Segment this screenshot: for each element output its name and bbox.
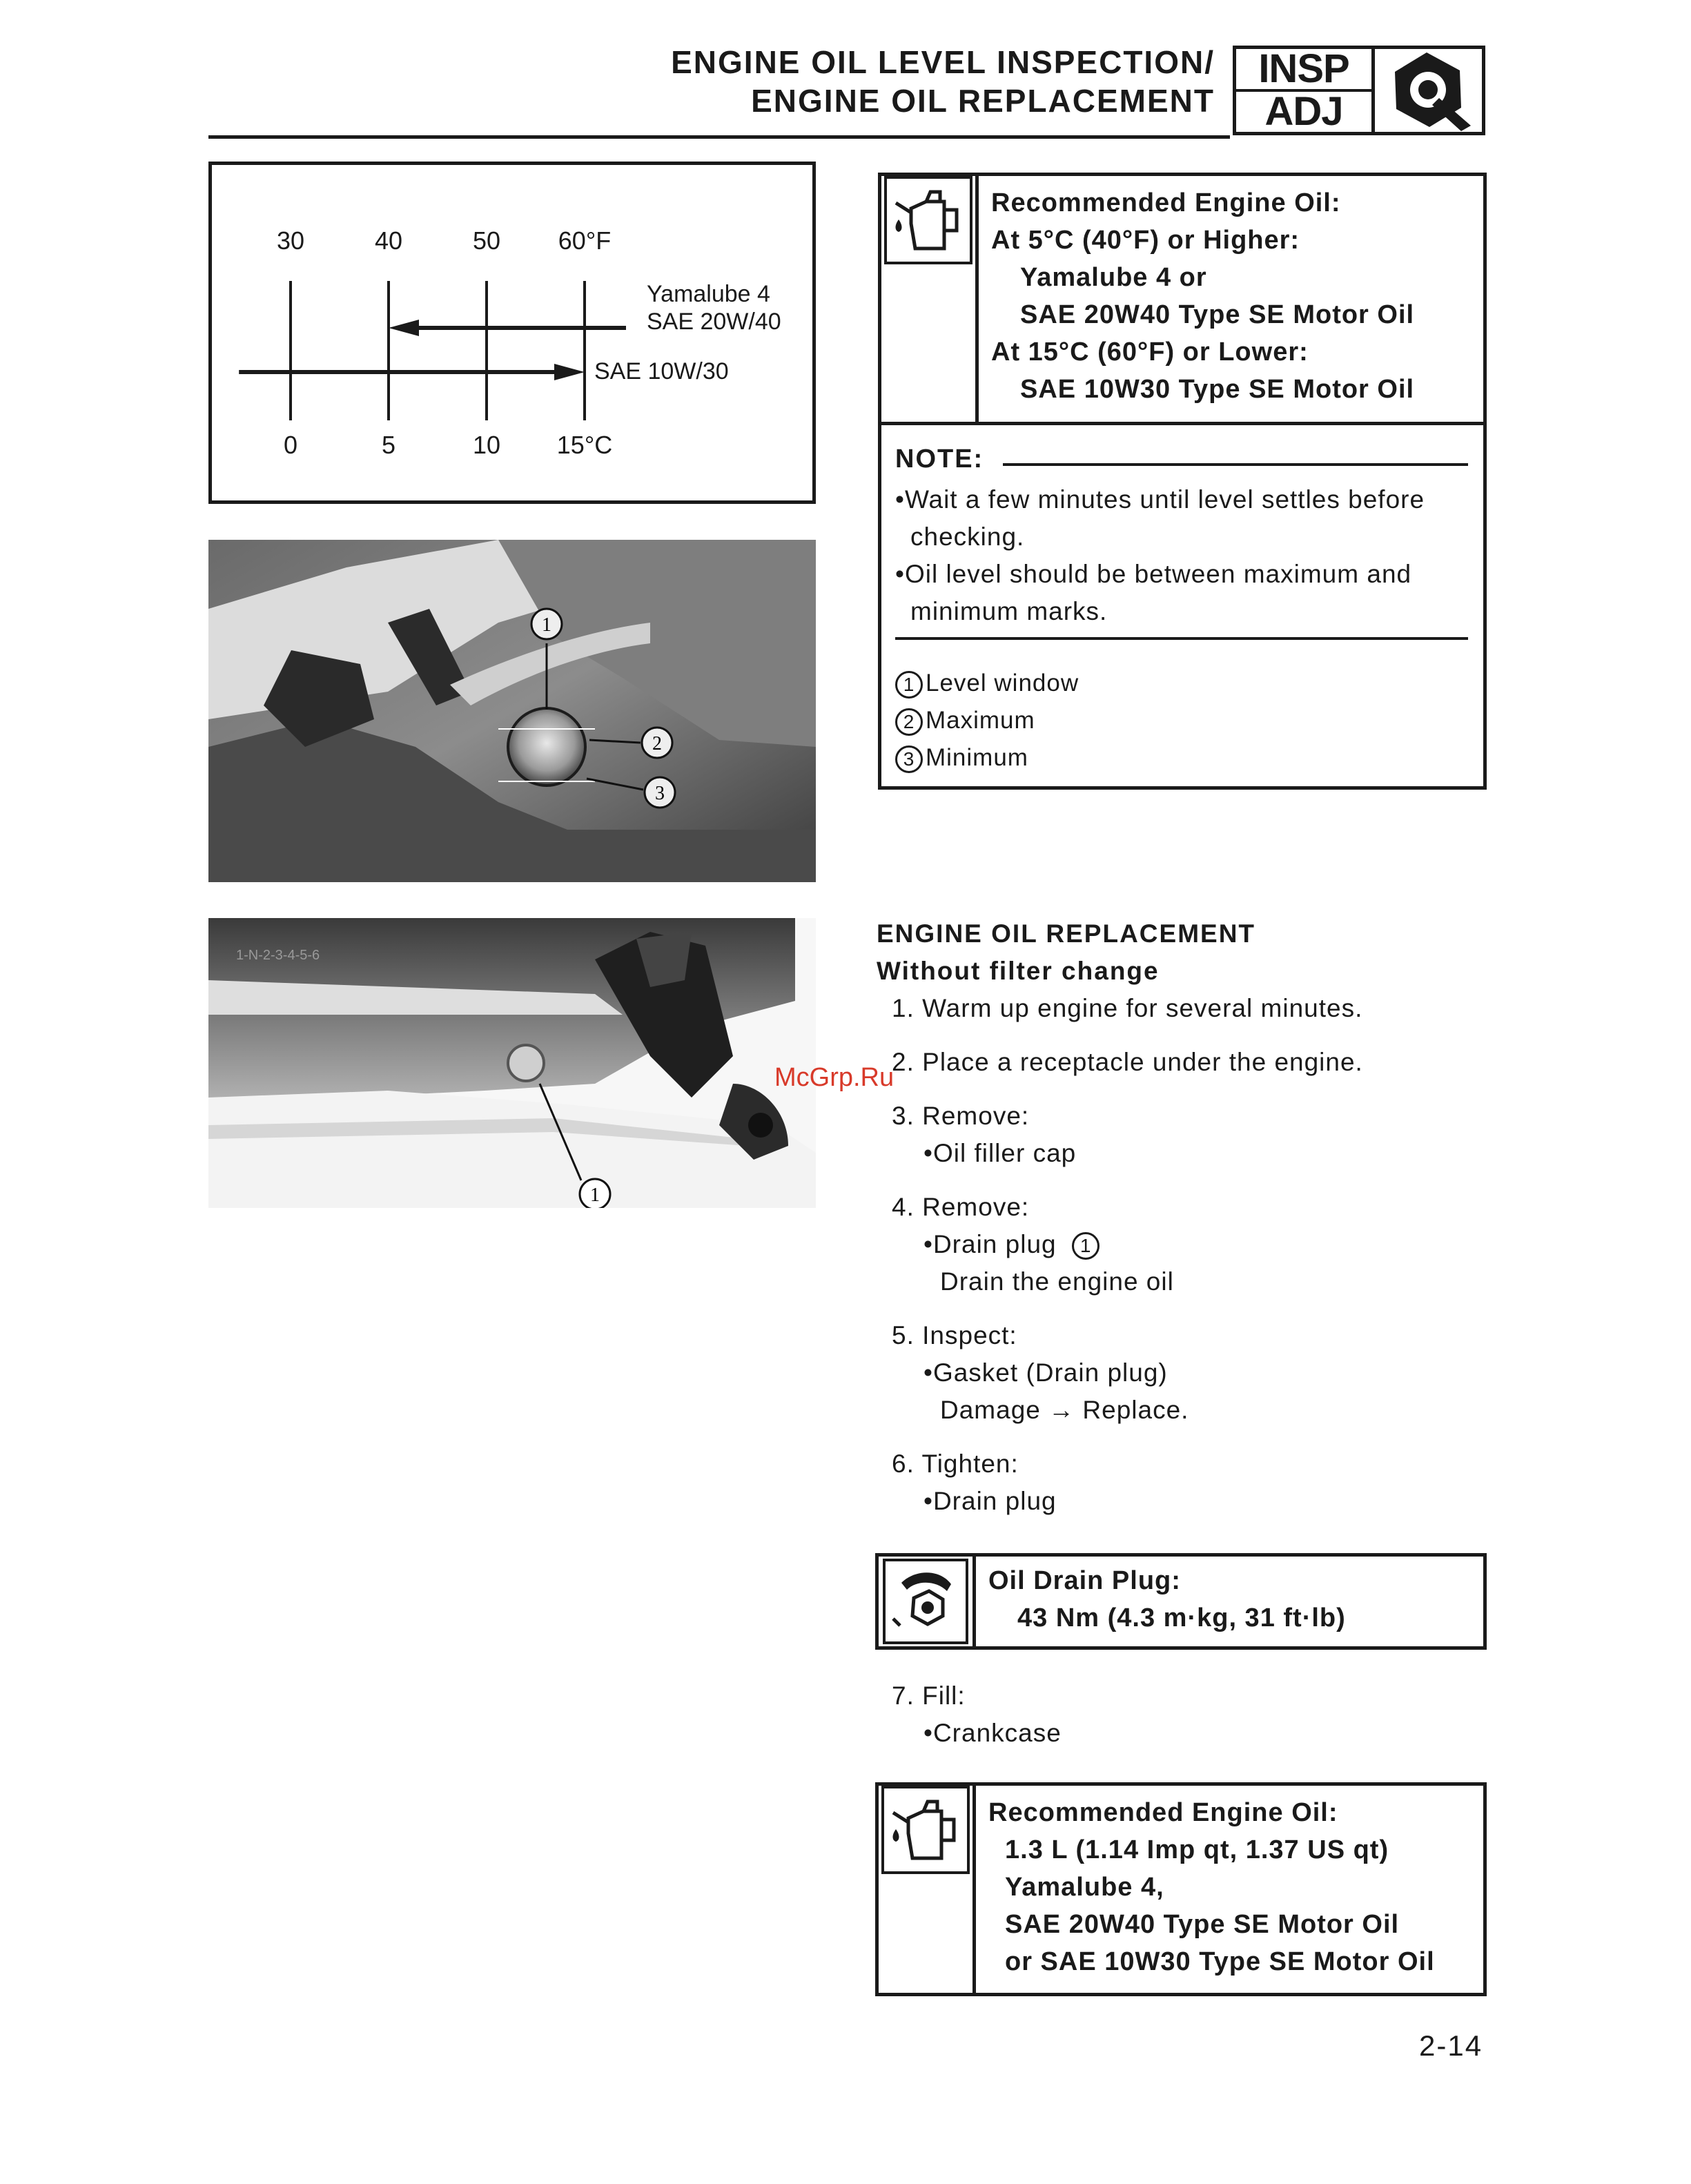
chart-tick-celsius: 5 bbox=[381, 431, 396, 459]
header-rule bbox=[208, 135, 1230, 139]
oil-spec-1-line5: SAE 10W30 Type SE Motor Oil bbox=[1020, 375, 1415, 404]
oil-spec-note-box bbox=[878, 173, 1487, 790]
fill-step bbox=[877, 1677, 1062, 1752]
note-bullet2-a: •Oil level should be between maximum and bbox=[895, 560, 1412, 588]
replacement-heading: ENGINE OIL REPLACEMENT bbox=[877, 919, 1256, 948]
oil-spec-1-line1: At 5°C (40°F) or Higher: bbox=[991, 226, 1300, 255]
step-3: 3. Remove: bbox=[892, 1102, 1030, 1130]
step-4a-callout: 1 bbox=[1072, 1232, 1099, 1260]
oil-spec-2-line2: Yamalube 4, bbox=[1005, 1873, 1164, 1902]
torque-spec-box bbox=[875, 1553, 1487, 1650]
chart-series-label: SAE 10W/30 bbox=[594, 358, 729, 384]
photo2-callout-1: 1 bbox=[590, 1184, 600, 1206]
chart-tick-fahrenheit: 50 bbox=[472, 226, 501, 255]
oil-spec-2-box bbox=[875, 1782, 1487, 1996]
oil-spec-1-text bbox=[979, 176, 1414, 422]
legend-item: 2 Maximum bbox=[895, 702, 1468, 739]
chart-tick-fahrenheit: 60°F bbox=[558, 226, 612, 255]
step-3a: •Oil filler cap bbox=[923, 1139, 1077, 1167]
badge-text bbox=[1236, 46, 1375, 134]
drain-plug-photo bbox=[208, 918, 816, 1208]
oil-spec-2-line4: or SAE 10W30 Type SE Motor Oil bbox=[1005, 1947, 1435, 1976]
chart-series-label: SAE 20W/40 bbox=[647, 309, 781, 335]
replacement-steps bbox=[877, 915, 1363, 1520]
note-bullet2-b: minimum marks. bbox=[910, 597, 1108, 625]
level-window-photo bbox=[208, 540, 816, 882]
page-title-line2: ENGINE OIL REPLACEMENT bbox=[751, 83, 1215, 119]
torque-spec-value: 43 Nm (4.3 m·kg, 31 ft·lb) bbox=[1017, 1603, 1346, 1632]
oil-spec-1-line3: SAE 20W40 Type SE Motor Oil bbox=[1020, 300, 1415, 329]
badge-insp: INSP bbox=[1236, 49, 1371, 92]
chart-tick-fahrenheit: 30 bbox=[276, 226, 305, 255]
oil-spec-2-title: Recommended Engine Oil: bbox=[988, 1798, 1338, 1827]
note-rule-top bbox=[1003, 463, 1468, 466]
chart-tick-celsius: 0 bbox=[283, 431, 298, 459]
oil-can-icon bbox=[884, 176, 972, 264]
step-4: 4. Remove: bbox=[892, 1193, 1030, 1221]
badge-adj: ADJ bbox=[1264, 89, 1343, 134]
oil-spec-2-line3: SAE 20W40 Type SE Motor Oil bbox=[1005, 1910, 1400, 1939]
chart-tick-fahrenheit: 40 bbox=[374, 226, 403, 255]
oil-spec-1-line4: At 15°C (60°F) or Lower: bbox=[991, 338, 1309, 367]
step-4b: Drain the engine oil bbox=[940, 1267, 1174, 1296]
step-6: 6. Tighten: bbox=[892, 1450, 1019, 1478]
chart-series-arrowhead bbox=[389, 320, 419, 336]
step-7a: •Crankcase bbox=[923, 1719, 1062, 1747]
legend-list bbox=[895, 665, 1468, 777]
wrench-nut-icon bbox=[1375, 49, 1482, 132]
step-2: 2. Place a receptacle under the engine. bbox=[892, 1048, 1363, 1076]
note-bullet1-a: •Wait a few minutes until level settles before bbox=[895, 485, 1425, 514]
step-4a: •Drain plug 1 bbox=[877, 1226, 1363, 1263]
page-title-line1: ENGINE OIL LEVEL INSPECTION/ bbox=[671, 44, 1215, 80]
step-7: 7. Fill: bbox=[892, 1681, 966, 1710]
step-6a: •Drain plug bbox=[923, 1487, 1057, 1515]
oil-spec-2-line1: 1.3 L (1.14 Imp qt, 1.37 US qt) bbox=[1005, 1835, 1389, 1864]
step-5: 5. Inspect: bbox=[892, 1321, 1017, 1349]
section-badge bbox=[1233, 46, 1485, 135]
note-rule-bottom bbox=[895, 637, 1468, 640]
photo1-callout-3: 3 bbox=[655, 783, 665, 804]
note-section bbox=[881, 425, 1483, 777]
note-heading: NOTE: bbox=[895, 445, 984, 474]
page-title bbox=[671, 43, 1215, 120]
legend-item: 1 Level window bbox=[895, 665, 1468, 702]
step-1: 1. Warm up engine for several minutes. bbox=[892, 994, 1363, 1022]
oil-spec-1-title: Recommended Engine Oil: bbox=[991, 188, 1341, 217]
torque-spec-title: Oil Drain Plug: bbox=[988, 1566, 1181, 1595]
photo1-callout-2: 2 bbox=[652, 733, 662, 754]
chart-series-arrowhead bbox=[554, 364, 585, 380]
legend-item: 3 Minimum bbox=[895, 739, 1468, 777]
oil-spec-1-line2: Yamalube 4 or bbox=[1020, 263, 1207, 292]
oil-can-icon bbox=[881, 1786, 970, 1874]
torque-spec-text bbox=[976, 1557, 1346, 1646]
photo2-scale-label: 1-N-2-3-4-5-6 bbox=[236, 948, 320, 963]
oil-temperature-chart bbox=[208, 162, 816, 504]
replacement-subheading: Without filter change bbox=[877, 957, 1160, 985]
chart-tick-celsius: 10 bbox=[472, 431, 501, 459]
chart-canvas bbox=[212, 165, 812, 500]
step-5b: Damage → Replace. bbox=[940, 1396, 1189, 1424]
page-number: 2-14 bbox=[1419, 2029, 1483, 2062]
torque-wrench-icon bbox=[883, 1559, 968, 1644]
step-5a: •Gasket (Drain plug) bbox=[923, 1358, 1168, 1387]
note-bullet1-b: checking. bbox=[910, 523, 1025, 551]
oil-spec-2-text bbox=[976, 1786, 1435, 1993]
watermark: McGrp.Ru bbox=[774, 1063, 895, 1092]
chart-series-label: Yamalube 4 bbox=[647, 281, 770, 307]
photo1-callout-1: 1 bbox=[542, 614, 551, 636]
chart-tick-celsius: 15°C bbox=[556, 431, 613, 459]
